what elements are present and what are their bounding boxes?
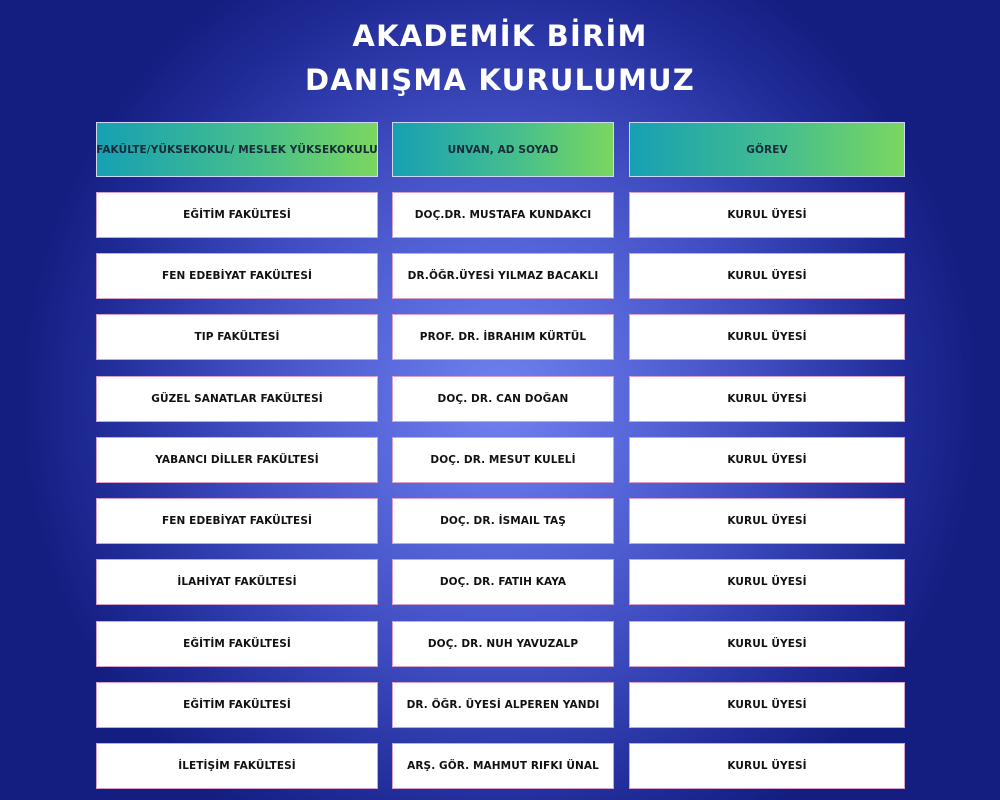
cell-title-name: DR.ÖĞR.ÜYESİ YILMAZ BACAKLI: [392, 253, 614, 299]
cell-title-name: DOÇ. DR. İSMAIL TAŞ: [392, 498, 614, 544]
cell-title-name: PROF. DR. İBRAHIM KÜRTÜL: [392, 314, 614, 360]
cell-title-name: DOÇ.DR. MUSTAFA KUNDAKCI: [392, 192, 614, 238]
cell-faculty: EĞİTİM FAKÜLTESİ: [96, 621, 378, 667]
page-title-line-2: DANIŞMA KURULUMUZ: [304, 63, 696, 97]
cell-faculty: EĞİTİM FAKÜLTESİ: [96, 682, 378, 728]
cell-faculty: GÜZEL SANATLAR FAKÜLTESİ: [96, 376, 378, 422]
cell-title-name: DOÇ. DR. CAN DOĞAN: [392, 376, 614, 422]
cell-title-name: ARŞ. GÖR. MAHMUT RIFKI ÜNAL: [392, 743, 614, 789]
page-title-line-1: AKADEMİK BİRİM: [352, 19, 648, 53]
cell-role: KURUL ÜYESİ: [629, 621, 905, 667]
cell-title-name: DR. ÖĞR. ÜYESİ ALPEREN YANDI: [392, 682, 614, 728]
cell-role: KURUL ÜYESİ: [629, 437, 905, 483]
cell-role: KURUL ÜYESİ: [629, 682, 905, 728]
cell-role: KURUL ÜYESİ: [629, 559, 905, 605]
header-role: GÖREV: [629, 122, 905, 177]
cell-faculty: FEN EDEBİYAT FAKÜLTESİ: [96, 253, 378, 299]
cell-role: KURUL ÜYESİ: [629, 498, 905, 544]
cell-title-name: DOÇ. DR. NUH YAVUZALP: [392, 621, 614, 667]
cell-faculty: TIP FAKÜLTESİ: [96, 314, 378, 360]
header-title-name: UNVAN, AD SOYAD: [392, 122, 614, 177]
cell-faculty: FEN EDEBİYAT FAKÜLTESİ: [96, 498, 378, 544]
cell-faculty: YABANCI DİLLER FAKÜLTESİ: [96, 437, 378, 483]
cell-faculty: İLETİŞİM FAKÜLTESİ: [96, 743, 378, 789]
cell-role: KURUL ÜYESİ: [629, 376, 905, 422]
cell-role: KURUL ÜYESİ: [629, 743, 905, 789]
cell-title-name: DOÇ. DR. FATIH KAYA: [392, 559, 614, 605]
header-faculty: FAKÜLTE/YÜKSEKOKUL/ MESLEK YÜKSEKOKULU: [96, 122, 378, 177]
cell-role: KURUL ÜYESİ: [629, 253, 905, 299]
cell-faculty: İLAHİYAT FAKÜLTESİ: [96, 559, 378, 605]
cell-title-name: DOÇ. DR. MESUT KULELİ: [392, 437, 614, 483]
cell-faculty: EĞİTİM FAKÜLTESİ: [96, 192, 378, 238]
cell-role: KURUL ÜYESİ: [629, 192, 905, 238]
cell-role: KURUL ÜYESİ: [629, 314, 905, 360]
